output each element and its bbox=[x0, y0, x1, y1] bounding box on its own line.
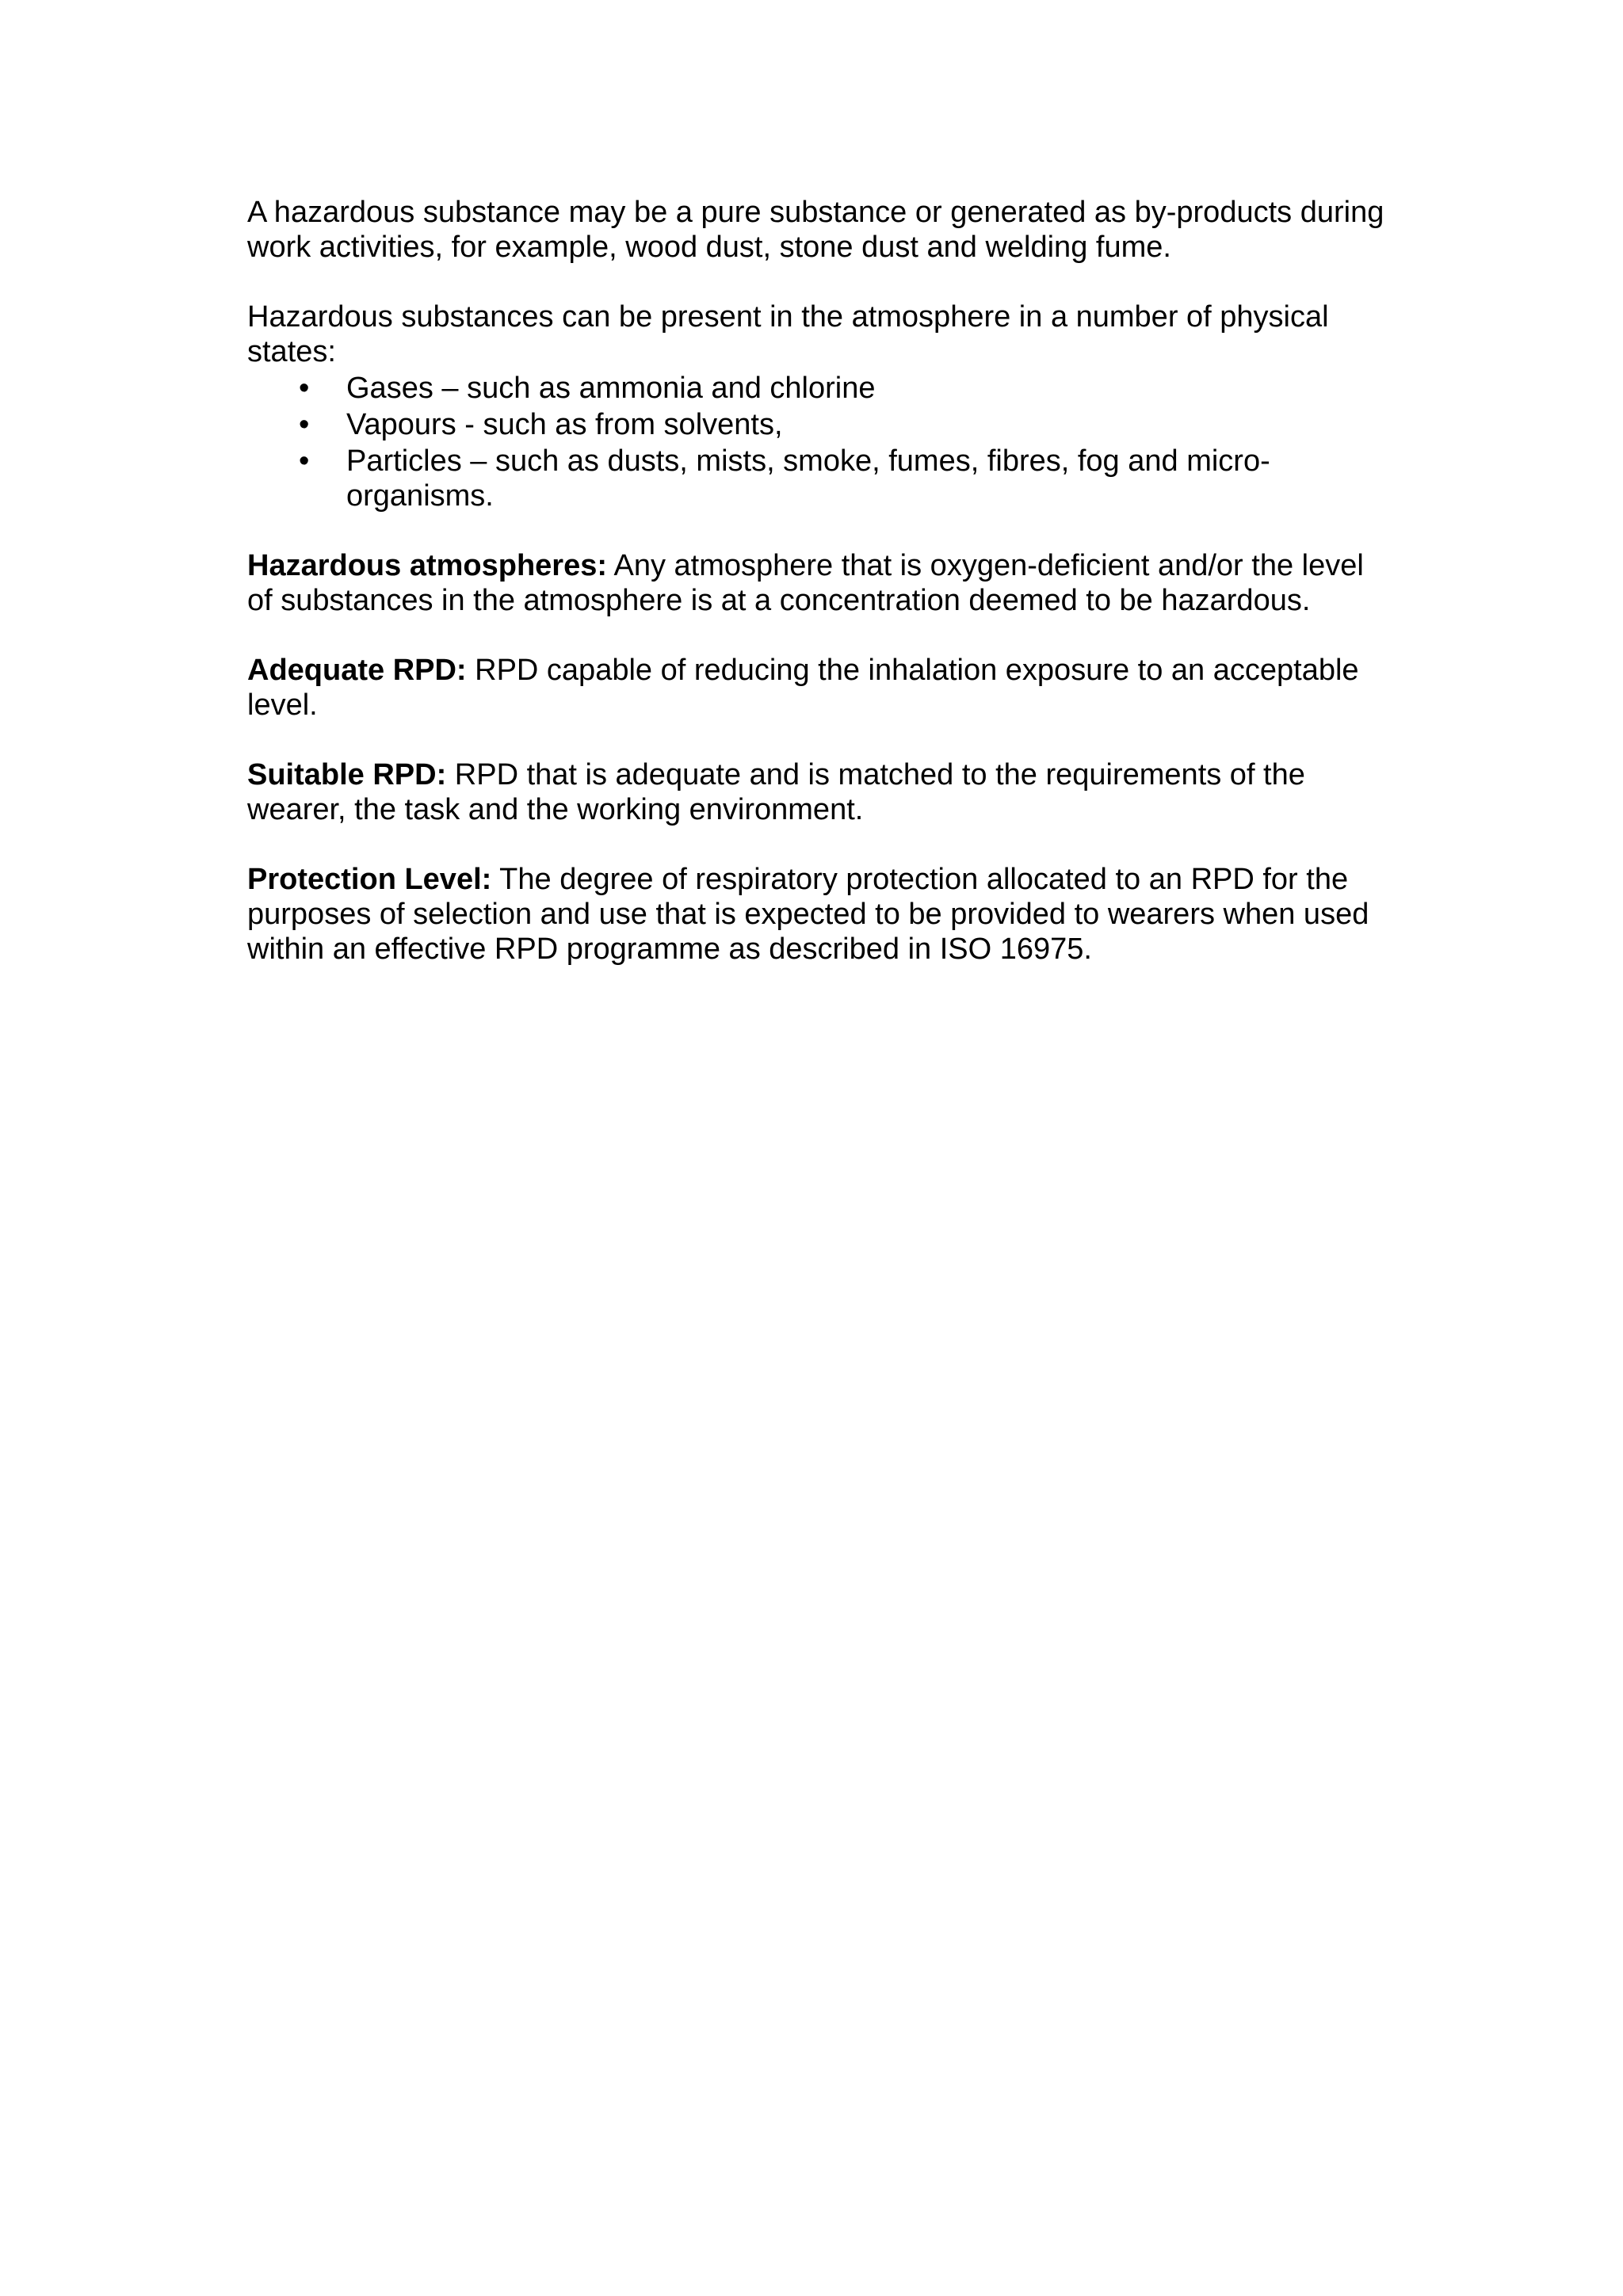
bullet-icon: • bbox=[299, 444, 310, 478]
physical-states-intro: Hazardous substances can be present in the atmosphere in a number of physical states: bbox=[247, 300, 1329, 368]
physical-states-list bbox=[247, 371, 1388, 513]
list-item-text: Vapours - such as from solvents, bbox=[346, 408, 783, 441]
definition-term: Adequate RPD: bbox=[247, 654, 467, 687]
definition-text: RPD capable of reducing the inhalation exposure to an acceptable level. bbox=[247, 654, 1359, 722]
list-item bbox=[247, 371, 1388, 406]
definition-hazardous-atmospheres bbox=[247, 548, 1388, 618]
definition-term: Protection Level: bbox=[247, 863, 492, 896]
list-item-text: Particles – such as dusts, mists, smoke, fumes, fibres, fog and micro-organisms. bbox=[346, 444, 1270, 513]
intro-paragraph: A hazardous substance may be a pure substance or generated as by-products during work activities, for example, wood dust, stone dust and welding fume. bbox=[247, 196, 1384, 264]
definition-adequate-rpd bbox=[247, 653, 1388, 723]
bullet-icon: • bbox=[299, 372, 310, 405]
definition-text: The degree of respiratory protection allocated to an RPD for the purposes of selection and use that is expected to be provided to wearers when used within an effective RPD programme as described in ISO 16975. bbox=[247, 863, 1369, 966]
definition-term: Suitable RPD: bbox=[247, 758, 447, 791]
bullet-icon: • bbox=[299, 408, 310, 441]
definition-suitable-rpd bbox=[247, 757, 1388, 827]
list-item-text: Gases – such as ammonia and chlorine bbox=[346, 372, 876, 405]
definition-term: Hazardous atmospheres: bbox=[247, 549, 608, 582]
list-item bbox=[247, 407, 1388, 442]
page-content bbox=[247, 195, 1388, 1001]
list-item bbox=[247, 444, 1388, 513]
definition-protection-level bbox=[247, 862, 1388, 967]
definition-text: Any atmosphere that is oxygen-deficient and/or the level of substances in the atmosphere is at a concentration deemed to be hazardous. bbox=[247, 549, 1364, 617]
definition-text: RPD that is adequate and is matched to the requirements of the wearer, the task and the working environment. bbox=[247, 758, 1305, 826]
